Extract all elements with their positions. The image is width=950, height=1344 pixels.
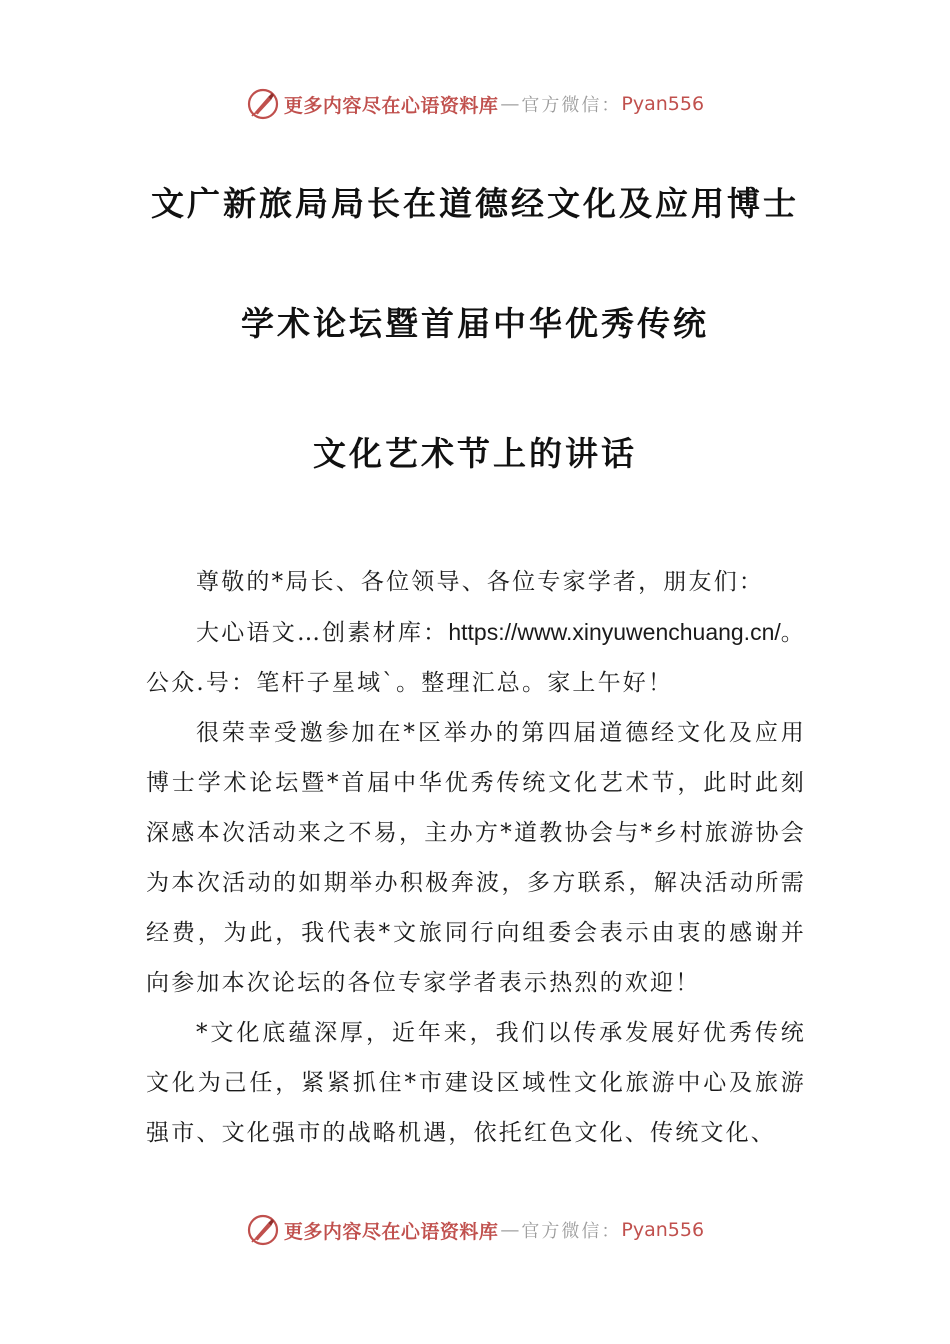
greeting-prefix: 大心语文…创素材库： — [196, 620, 449, 646]
document-body — [146, 557, 806, 1158]
header-banner — [0, 84, 950, 124]
banner-text: 更多内容尽在心语资料库 — [283, 1220, 499, 1243]
salutation-paragraph: 尊敬的*局长、各位领导、各位专家学者，朋友们： — [196, 569, 765, 595]
page-title-line-2: 学术论坛暨首届中华优秀传统 — [241, 304, 709, 343]
greeting-suffix: 。公众.号：笔杆子星域`。整理汇总。家上午好！ — [146, 620, 807, 696]
banner-wechat-id: Pyan556 — [621, 1219, 705, 1241]
greeting-paragraph — [146, 607, 806, 708]
banner-wechat-label: 官方微信： — [521, 95, 622, 116]
banner-separator: — — [500, 93, 520, 115]
page-title-line-1: 文广新旅局局长在道德经文化及应用博士 — [151, 184, 799, 223]
body-paragraph: 很荣幸受邀参加在*区举办的第四届道德经文化及应用博士学术论坛暨*首届中华优秀传统文化艺术节，此时此刻深感本次活动来之不易，主办方*道教协会与*乡村旅游协会为本次活动的如期举办积极奔波，多方联系，解决活动所需经费，为此，我代表*文旅同行向组委会表示由衷的感谢并向参加本次论坛的各位专家学者表示热烈的欢迎！ — [146, 720, 806, 996]
banner-wechat-id: Pyan556 — [621, 93, 705, 115]
pen-logo-icon — [246, 87, 280, 121]
banner-separator: — — [500, 1219, 520, 1241]
banner-text: 更多内容尽在心语资料库 — [283, 94, 499, 117]
page-title-line-3: 文化艺术节上的讲话 — [313, 434, 637, 473]
website-link[interactable]: https://www.xinyuwenchuang.cn/ — [448, 619, 781, 645]
pen-logo-icon — [246, 1213, 280, 1247]
banner-wechat-label: 官方微信： — [521, 1221, 622, 1242]
footer-banner — [0, 1210, 950, 1250]
body-paragraph: *文化底蕴深厚，近年来，我们以传承发展好优秀传统文化为己任，紧紧抓住*市建设区域性文化旅游中心及旅游强市、文化强市的战略机遇，依托红色文化、传统文化、 — [146, 1020, 806, 1146]
